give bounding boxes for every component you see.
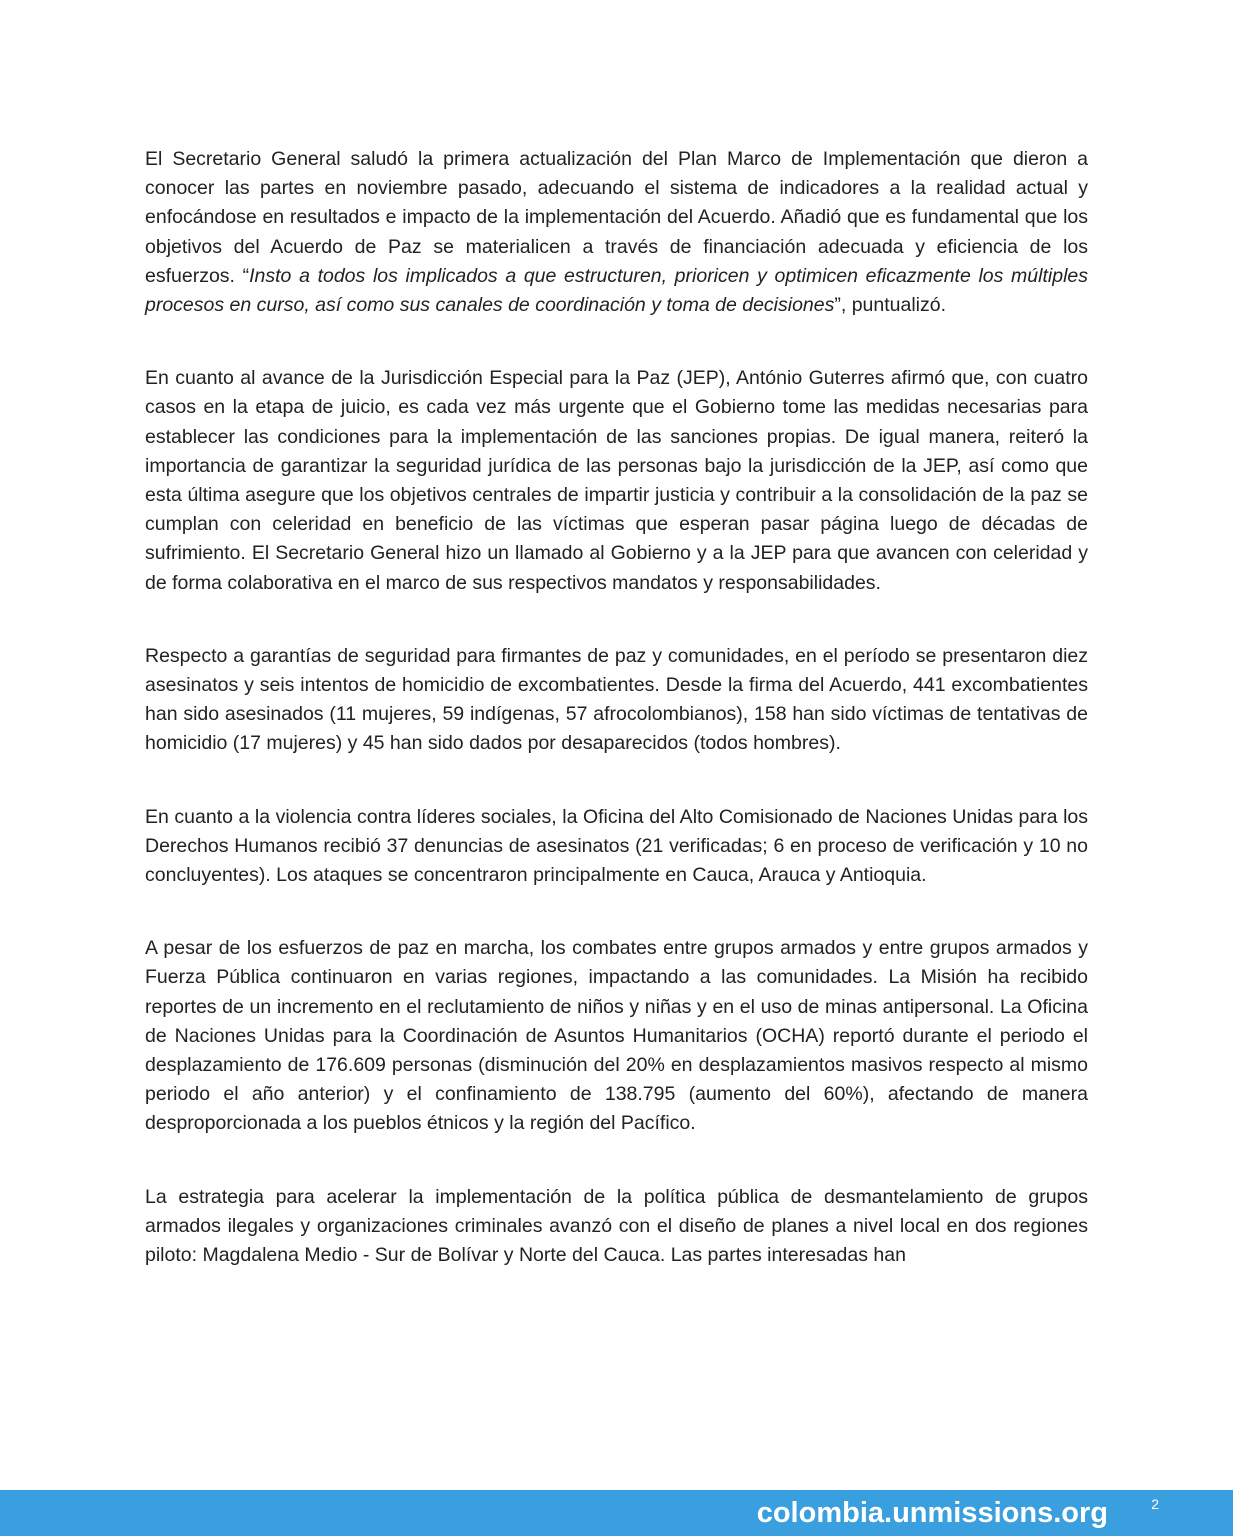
page-footer bbox=[0, 1490, 1233, 1536]
website-link[interactable]: colombia.unmissions.org bbox=[756, 1497, 1108, 1529]
secretary-general-quote: Insto a todos los implicados a que estructuren, prioricen y optimicen eficazmente los múltiples procesos en curso, así como sus canales de coordinación y toma de decisiones bbox=[145, 264, 1089, 317]
paragraph-social-leaders: En cuanto a la violencia contra líderes sociales, la Oficina del Alto Comisionado de Naciones Unidas para los Derechos Humanos recibió 37 denuncias de asesinatos (21 verificadas; 6 en proceso de verificación y 10 no concluyentes). Los ataques se concentraron principalmente en Cauca, Arauca y Antioquia. bbox=[145, 805, 1088, 887]
paragraph-text: El Secretario General saludó la primera actualización del Plan Marco de Implementación que dieron a conocer las partes en noviembre pasado, adecuando el sistema de indicadores a la realidad actual y enfocándose en resultados e impacto de la implementación del Acuerdo. Añadió que es fundamental que los objetivos del Acuerdo de Paz se materialicen a través de financiación adecuada y eficiencia de los esfuerzos. “ bbox=[145, 148, 1088, 287]
paragraph-dismantling-strategy: La estrategia para acelerar la implementación de la política pública de desmantelamiento de grupos armados ilegales y organizaciones criminales avanzó con el diseño de planes a nivel local en dos regiones piloto: Magdalena Medio - Sur de Bolívar y Norte del Cauca. Las partes interesadas han bbox=[145, 1185, 1088, 1267]
paragraph-armed-conflict: A pesar de los esfuerzos de paz en marcha, los combates entre grupos armados y entre grupos armados y Fuerza Pública continuaron en varias regiones, impactando a las comunidades. La Misión ha recibido reportes de un incremento en el reclutamiento de niños y niñas y en el uso de minas antipersonal. La Oficina de Naciones Unidas para la Coordinación de Asuntos Humanitarios (OCHA) reportó durante el periodo el desplazamiento de 176.609 personas (disminución del 20% en desplazamientos masivos respecto al mismo periodo el año anterior) y el confinamiento de 138.795 (aumento del 60%), afectando de manera desproporcionada a los pueblos étnicos y la región del Pacífico. bbox=[145, 937, 1088, 1135]
document-body bbox=[145, 145, 1088, 1270]
paragraph-plan-marco bbox=[145, 145, 1088, 320]
page-number: 2 bbox=[1151, 1496, 1159, 1512]
paragraph-security-guarantees: Respecto a garantías de seguridad para firmantes de paz y comunidades, en el período se presentaron diez asesinatos y seis intentos de homicidio de excombatientes. Desde la firma del Acuerdo, 441 excombatientes han sido asesinados (11 mujeres, 59 indígenas, 57 afrocolombianos), 158 han sido víctimas de tentativas de homicidio (17 mujeres) y 45 han sido dados por desaparecidos (todos hombres). bbox=[145, 644, 1088, 755]
paragraph-jep: En cuanto al avance de la Jurisdicción Especial para la Paz (JEP), António Guterres afirmó que, con cuatro casos en la etapa de juicio, es cada vez más urgente que el Gobierno tome las medidas necesarias para establecer las condiciones para la implementación de las sanciones propias. De igual manera, reiteró la importancia de garantizar la seguridad jurídica de las personas bajo la jurisdicción de la JEP, así como que esta última asegure que los objetivos centrales de impartir justicia y contribuir a la consolidación de la paz se cumplan con celeridad en beneficio de las víctimas que esperan pasar página luego de décadas de sufrimiento. El Secretario General hizo un llamado al Gobierno y a la JEP para que avancen con celeridad y de forma colaborativa en el marco de sus respectivos mandatos y responsabilidades. bbox=[145, 367, 1088, 594]
paragraph-text: ”, puntualizó. bbox=[834, 294, 947, 317]
